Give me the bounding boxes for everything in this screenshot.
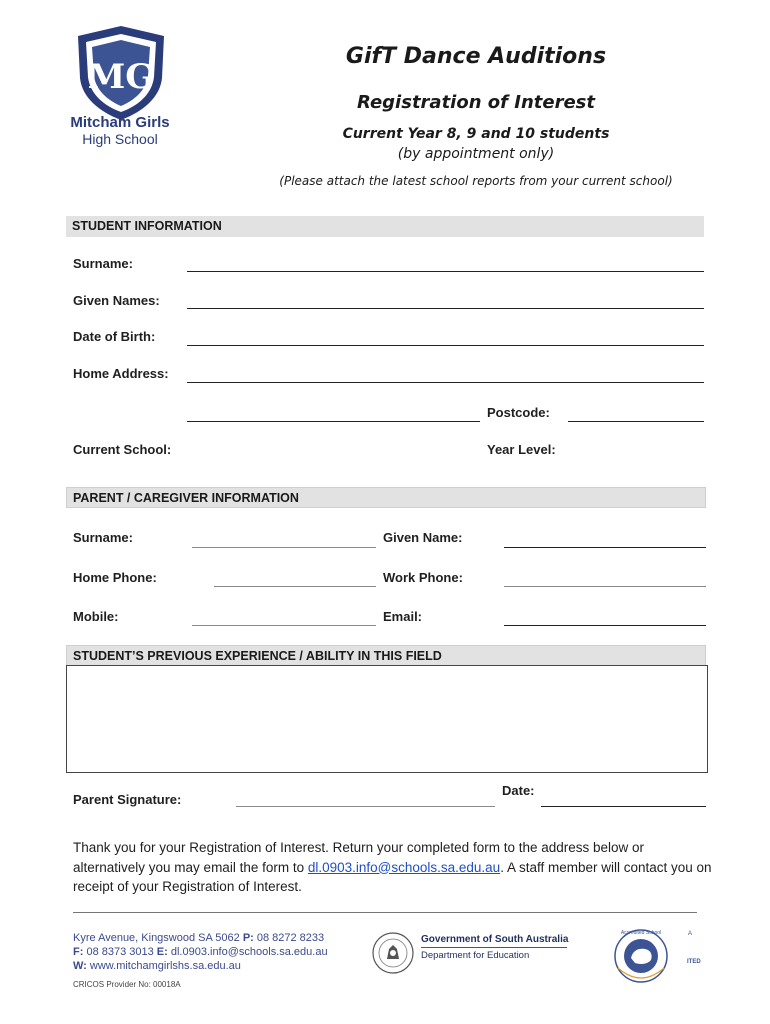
parent-surname-field[interactable] xyxy=(192,547,376,548)
postcode-label: Postcode: xyxy=(487,405,550,420)
student-given-names-field[interactable] xyxy=(187,308,704,309)
experience-textarea[interactable] xyxy=(66,665,708,773)
student-surname-label: Surname: xyxy=(73,256,133,271)
form-subtitle: Registration of Interest xyxy=(357,92,595,113)
appointment-line: (by appointment only) xyxy=(397,146,555,162)
year-level-label: Year Level: xyxy=(487,442,556,457)
work-phone-label: Work Phone: xyxy=(383,570,463,585)
footer-address: Kyre Avenue, Kingswood SA 5062 xyxy=(73,932,243,944)
sa-government-seal-icon xyxy=(371,931,415,980)
footer-phone: 08 8272 8233 xyxy=(253,932,325,944)
footer-web-label: W: xyxy=(73,960,87,972)
parent-given-name-label: Given Name: xyxy=(383,530,463,545)
footer-contact xyxy=(73,931,363,973)
attachment-note: (Please attach the latest school reports from your current school) xyxy=(279,174,673,188)
mobile-field[interactable] xyxy=(192,625,376,626)
home-phone-label: Home Phone: xyxy=(73,570,157,585)
sa-government-text xyxy=(421,934,571,961)
parent-signature-label: Parent Signature: xyxy=(73,792,182,807)
home-address-label: Home Address: xyxy=(73,366,169,381)
footer-fax-label: F: xyxy=(73,946,84,958)
footer-fax-line xyxy=(73,945,363,959)
parent-surname-label: Surname: xyxy=(73,530,133,545)
thank-you-text-1: Thank you for your Registration of Interest. Return your completed form to the address below or alternatively you may email the form to xyxy=(73,840,645,875)
student-surname-field[interactable] xyxy=(187,271,704,272)
footer-phone-label: P: xyxy=(242,932,254,944)
current-school-label: Current School: xyxy=(73,442,172,457)
footer-edge-fragment-2: ITED xyxy=(687,959,701,965)
student-dob-label: Date of Birth: xyxy=(73,329,156,344)
parent-signature-field[interactable] xyxy=(236,806,495,807)
signature-date-label: Date: xyxy=(502,783,535,798)
footer-web-line xyxy=(73,959,363,973)
footer-divider xyxy=(73,912,697,913)
student-dob-field[interactable] xyxy=(187,345,704,346)
student-given-names-label: Given Names: xyxy=(73,293,160,308)
accredited-label: Accredited School xyxy=(620,930,662,936)
gov-line2: Department for Education xyxy=(421,950,530,961)
postcode-field[interactable] xyxy=(568,421,704,422)
work-phone-field[interactable] xyxy=(504,586,706,587)
experience-section-heading: STUDENT’S PREVIOUS EXPERIENCE / ABILITY IN THIS FIELD xyxy=(66,645,706,666)
accredited-school-badge-icon xyxy=(613,928,669,989)
crest-monogram: MG xyxy=(87,57,155,97)
cricos-number: CRICOS Provider No: 00018A xyxy=(73,980,181,989)
email-label: Email: xyxy=(383,609,423,624)
eligibility-line: Current Year 8, 9 and 10 students xyxy=(342,126,610,142)
thank-you-paragraph xyxy=(73,838,713,897)
school-logo xyxy=(66,22,176,152)
home-address-field[interactable] xyxy=(187,382,704,383)
form-title: GifT Dance Auditions xyxy=(345,44,607,69)
email-field[interactable] xyxy=(504,625,706,626)
home-address-field-line2[interactable] xyxy=(187,421,480,422)
footer-email-label: E: xyxy=(156,946,168,958)
parent-section-heading: PARENT / CAREGIVER INFORMATION xyxy=(66,487,706,508)
signature-date-field[interactable] xyxy=(541,806,706,807)
school-name xyxy=(60,114,180,147)
school-crest-icon xyxy=(66,22,176,122)
footer-email: dl.0903.info@schools.sa.edu.au xyxy=(167,946,328,958)
student-section-heading: STUDENT INFORMATION xyxy=(66,216,704,237)
footer-address-line xyxy=(73,931,363,945)
parent-given-name-field[interactable] xyxy=(504,547,706,548)
school-email-link[interactable]: dl.0903.info@schools.sa.edu.au xyxy=(307,859,501,875)
school-name-line1: Mitcham Girls xyxy=(70,114,170,131)
home-phone-field[interactable] xyxy=(214,586,376,587)
thank-you-text-2: . A staff member will contact you on receipt of your Registration of Interest. xyxy=(73,859,712,894)
school-name-line2: High School xyxy=(82,131,158,147)
gov-line1: Government of South Australia xyxy=(421,934,569,945)
footer-fax: 08 8373 3013 xyxy=(83,946,157,958)
footer-website: www.mitchamgirlshs.sa.edu.au xyxy=(86,960,241,972)
mobile-label: Mobile: xyxy=(73,609,119,624)
footer-edge-fragment-1: A xyxy=(688,931,693,937)
